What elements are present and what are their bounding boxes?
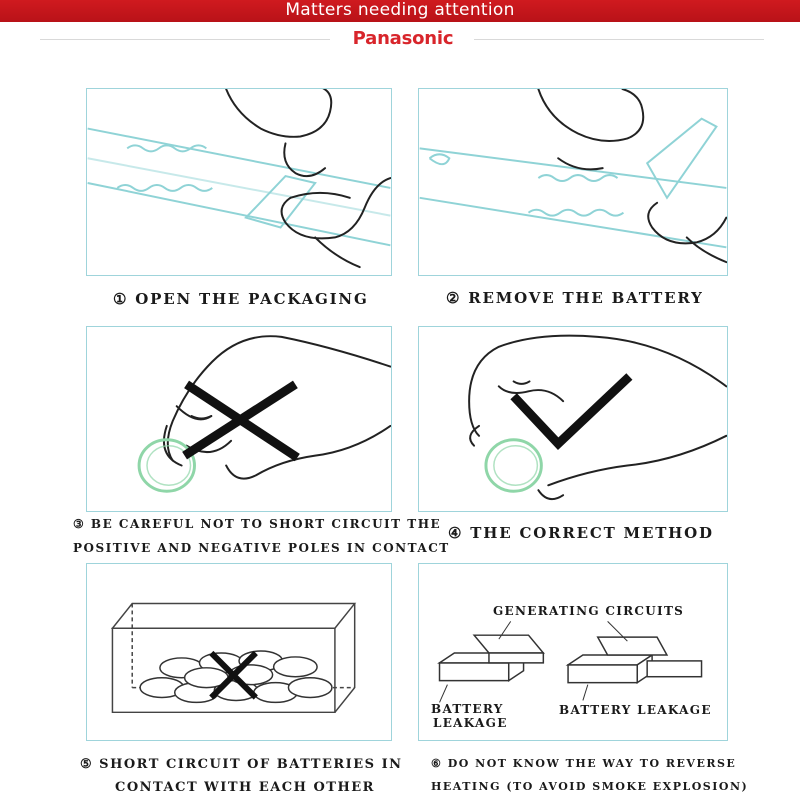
hand-illustration: [419, 89, 727, 275]
hand-illustration: [87, 89, 391, 275]
label-battery-leakage-right: BATTERY LEAKAGE: [559, 703, 712, 717]
panel-careful-short-circuit: [86, 326, 392, 512]
hand-illustration: [469, 336, 726, 499]
coin-battery-icon: [139, 440, 194, 491]
caption-step-3-line2: POSITIVE AND NEGATIVE POLES IN CONTACT: [73, 541, 450, 555]
panel-open-packaging: [86, 88, 392, 276]
divider-right: [474, 39, 764, 40]
caption-step-5-line1: ⑤ SHORT CIRCUIT OF BATTERIES IN: [80, 757, 403, 772]
label-battery-leakage-left-2: LEAKAGE: [433, 716, 508, 730]
label-battery-leakage-left-1: BATTERY: [431, 702, 504, 716]
divider-left: [40, 39, 330, 40]
caption-step-2: ② REMOVE THE BATTERY: [446, 289, 704, 307]
cross-mark-icon: [185, 384, 298, 457]
caption-step-6-line2: HEATING (TO AVOID SMOKE EXPLOSION): [431, 780, 749, 793]
label-generating-circuits: GENERATING CIRCUITS: [493, 604, 685, 618]
check-mark-icon: [514, 376, 630, 443]
caption-step-5-line2: CONTACT WITH EACH OTHER: [115, 780, 375, 795]
panel-correct-method: [418, 326, 728, 512]
panel-reverse-heating: [418, 563, 728, 741]
coin-battery-icon: [486, 440, 541, 491]
caption-step-3-line1: ③ BE CAREFUL NOT TO SHORT CIRCUIT THE: [73, 517, 442, 531]
header-bar: [0, 0, 800, 22]
brand-logo: Panasonic: [352, 28, 454, 49]
panel-batteries-in-box: [86, 563, 392, 741]
caption-step-6-line1: ⑥ DO NOT KNOW THE WAY TO REVERSE: [431, 757, 737, 770]
caption-step-1: ① OPEN THE PACKAGING: [113, 290, 369, 308]
header-title: Matters needing attention: [285, 0, 515, 20]
caption-step-4: ④ THE CORRECT METHOD: [448, 524, 714, 542]
brand-row: [0, 26, 800, 54]
panel-remove-battery: [418, 88, 728, 276]
hand-illustration: [164, 336, 390, 478]
circuit-board-illustration: [440, 635, 702, 682]
